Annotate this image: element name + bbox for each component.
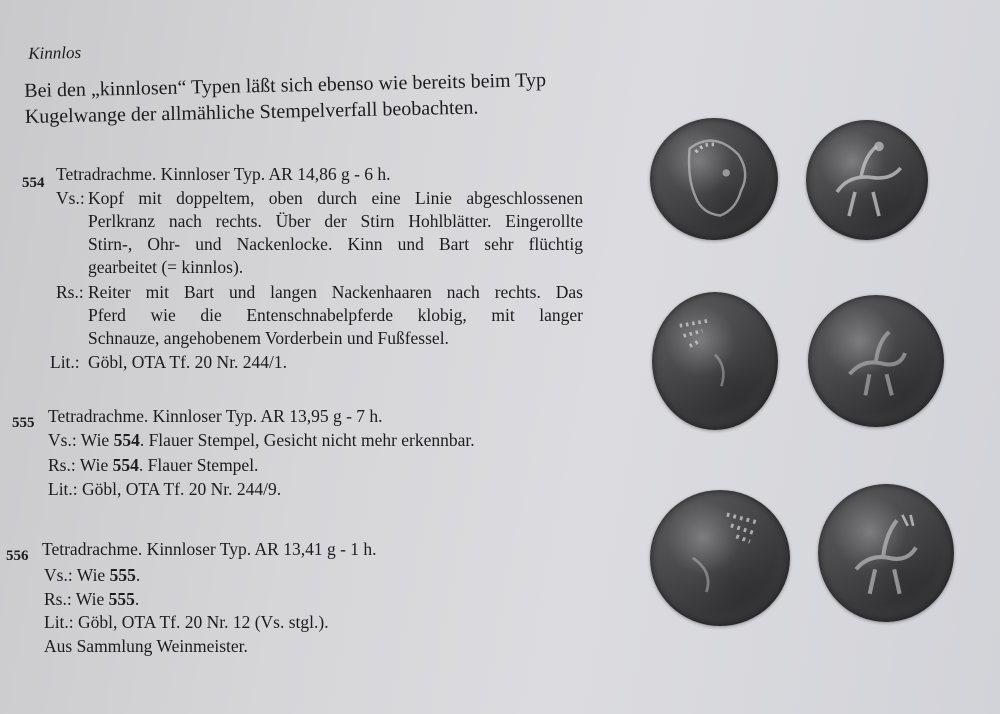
rs-text: . Flauer Stempel. [138,455,259,475]
vs-text: . Flauer Stempel, Gesicht nicht mehr erkennbar. [139,430,475,450]
lit-label: Lit.: [44,612,74,632]
vs-line-1: Kopf mit doppeltem, oben durch eine Linie abgeschlossenen [88,188,583,208]
entry-title: Tetradrachme. Kinnloser Typ. AR 14,86 g - 6 h. [56,164,391,184]
vs-label: Vs.: [44,565,73,585]
worn-horse-icon [818,484,954,622]
rs-reference: 554 [112,455,139,475]
lit-label: Lit.: [48,479,78,499]
intro-line-2: Kugelwange der allmähliche Stempelverfall beobachten. [24,96,479,128]
lit-text: Göbl, OTA Tf. 20 Nr. 12 (Vs. stgl.). [78,612,329,632]
rs-reference: 555 [108,589,135,609]
rs-text: . [134,589,140,609]
worn-obverse-icon [650,490,790,626]
vs-line-3: Stirn-, Ohr- und Nackenlocke. Kinn und Bart sehr flüchtig [88,234,583,254]
coin-556-obverse [650,490,790,626]
rs-line [48,454,258,477]
rs-label: Rs.: [56,282,84,302]
lit-text: Göbl, OTA Tf. 20 Nr. 244/1. [88,352,288,372]
coin-556-reverse [818,484,954,622]
vs-line [48,429,475,452]
rs-line [44,588,139,611]
intro-line-1: Bei den „kinnlosen“ Typen läßt sich ebenso wie bereits beim Typ [24,69,547,102]
entry-number: 555 [12,415,35,431]
coin-555-reverse [808,295,944,427]
horse-rider-icon [806,120,928,240]
rs-line-2: Pferd wie die Entenschnabelpferde klobig, mit langer [88,305,583,325]
entry-title: Tetradrachme. Kinnloser Typ. AR 13,41 g - 1 h. [42,539,377,559]
lit-line [44,611,329,634]
lit-label: Lit.: [50,352,80,372]
vs-label: Vs.: [48,430,77,450]
entry-title: Tetradrachme. Kinnloser Typ. AR 13,95 g - 7 h. [48,406,383,426]
provenance: Aus Sammlung Weinmeister. [44,636,248,656]
coin-554-reverse [806,120,928,240]
coin-555-obverse [652,292,778,430]
rs-label: Rs.: [48,455,76,475]
vs-line-4: gearbeitet (= kinnlos). [88,257,244,277]
vs-prefix: Wie [76,565,106,585]
vs-reference: 555 [109,565,136,585]
head-relief-icon [650,118,778,240]
vs-label: Vs.: [56,188,85,208]
intro-paragraph [24,66,585,130]
rs-line-1: Reiter mit Bart und langen Nackenhaaren nach rechts. Das [88,282,583,302]
rs-line-3: Schnauze, angehobenem Vorderbein und Fußfessel. [88,328,449,348]
lit-line [48,478,281,501]
worn-obverse-icon [652,292,778,430]
vs-text: . [135,565,141,585]
worn-horse-icon [808,295,944,427]
entry-number: 556 [6,548,29,564]
entry-number: 554 [22,175,45,191]
vs-reference: 554 [113,430,140,450]
rs-label: Rs.: [44,589,72,609]
rs-prefix: Wie [75,589,105,609]
rs-prefix: Wie [79,455,109,475]
section-heading: Kinnlos [28,42,82,63]
vs-line [44,564,140,587]
vs-prefix: Wie [80,430,110,450]
vs-line-2: Perlkranz nach rechts. Über der Stirn Hohlblätter. Eingerollte [88,211,583,231]
coin-554-obverse [650,118,778,240]
lit-text: Göbl, OTA Tf. 20 Nr. 244/9. [82,479,282,499]
